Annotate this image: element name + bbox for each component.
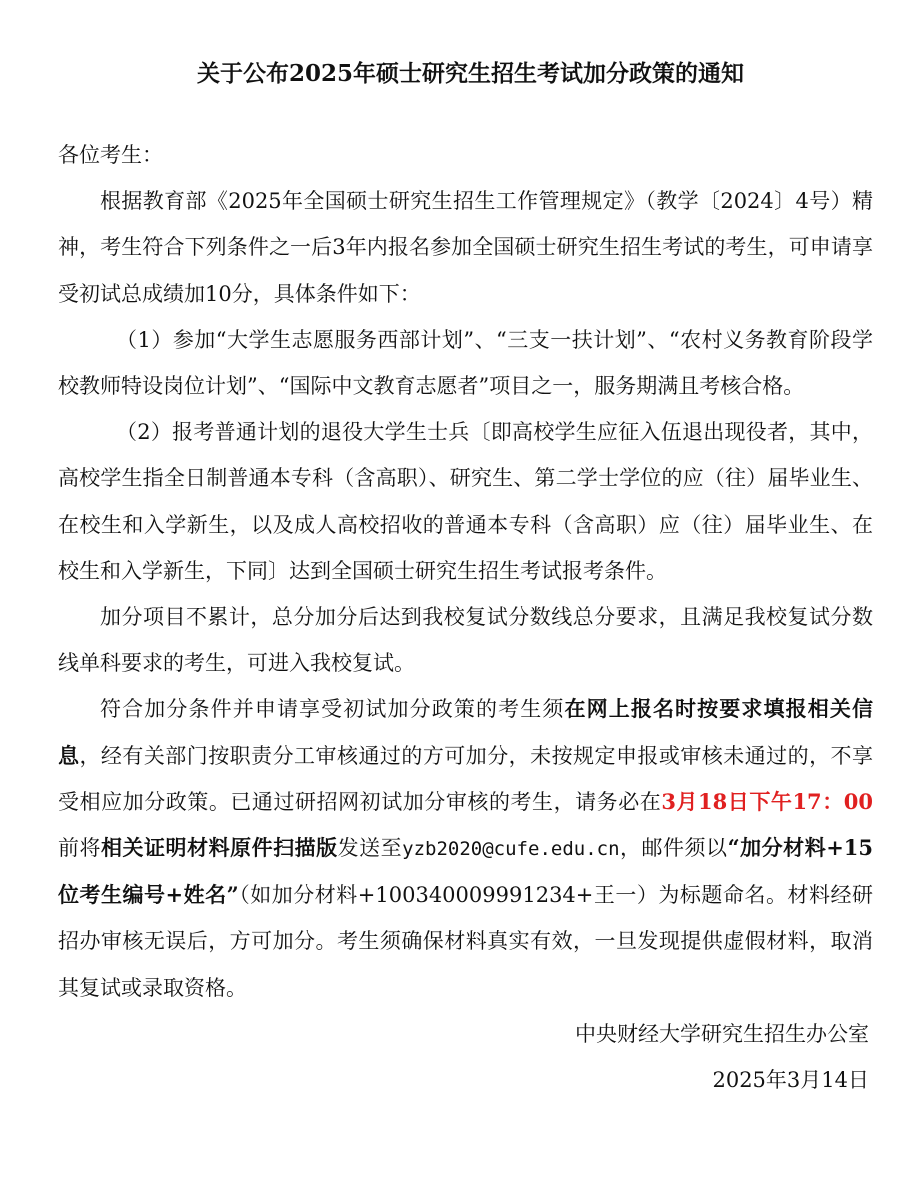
signature-block — [58, 1011, 873, 1103]
procedure-paragraph — [58, 686, 873, 1010]
condition-item-2: （2）报考普通计划的退役大学生士兵〔即高校学生应征入伍退出现役者，其中，高校学生指全日制普通本专科（含高职）、研究生、第二学士学位的应（往）届毕业生、在校生和入学新生，以及成人高校招收的普通本专科（含高职）应（往）届毕业生、在校生和入学新生，下同〕达到全国硕士研究生招生考试报考条件。 — [58, 420, 873, 583]
email-address: yzb2020@cufe.edu.cn — [402, 838, 620, 861]
procedure-text-3: 前将 — [58, 836, 102, 861]
procedure-text-1: 符合加分条件并申请享受初试加分政策的考生须 — [100, 697, 565, 722]
issuing-office: 中央财经大学研究生招生办公室 — [575, 1021, 869, 1046]
issue-date: 2025年3月14日 — [712, 1068, 869, 1093]
notice-body — [58, 132, 873, 1011]
procedure-text-5: ，邮件须以 — [619, 836, 728, 861]
scanned-materials-requirement: 相关证明材料原件扫描版 — [101, 835, 338, 861]
intro-paragraph: 根据教育部《2025年全国硕士研究生招生工作管理规定》（教学〔2024〕4号）精神，考生符合下列条件之一后3年内报名参加全国硕士研究生招生考试的考生，可申请享受初试总成绩加10分，具体条件如下： — [58, 189, 873, 306]
deadline-text: 3月18日下午17：00 — [661, 788, 873, 814]
rule-paragraph: 加分项目不累计，总分加分后达到我校复试分数线总分要求，且满足我校复试分数线单科要求的考生，可进入我校复试。 — [58, 605, 873, 676]
greeting: 各位考生： — [58, 143, 163, 167]
procedure-text-4: 发送至 — [337, 836, 403, 861]
procedure-text-2: ，经有关部门按职责分工审核通过的方可加分，未按规定申报或审核未通过的，不享受相应加分政策。已通过研招网初试加分审核的考生，请务必在 — [58, 743, 874, 814]
procedure-text-6: （如加分材料+100340009991234+王一）为标题命名。材料经研招办审核无误后，方可加分。考生须确保材料真实有效，一旦发现提供虚假材料，取消其复试或录取资格。 — [58, 883, 873, 1000]
online-registration-requirement: 在网上报名时按要求填报相关信息 — [58, 696, 873, 768]
condition-item-1: （1）参加“大学生志愿服务西部计划”、“三支一扶计划”、“农村义务教育阶段学校教师特设岗位计划”、“国际中文教育志愿者”项目之一，服务期满且考核合格。 — [58, 327, 873, 399]
notice-title: 关于公布2025年硕士研究生招生考试加分政策的通知 — [196, 60, 744, 87]
email-subject-format: “加分材料+15位考生编号+姓名” — [58, 835, 874, 908]
